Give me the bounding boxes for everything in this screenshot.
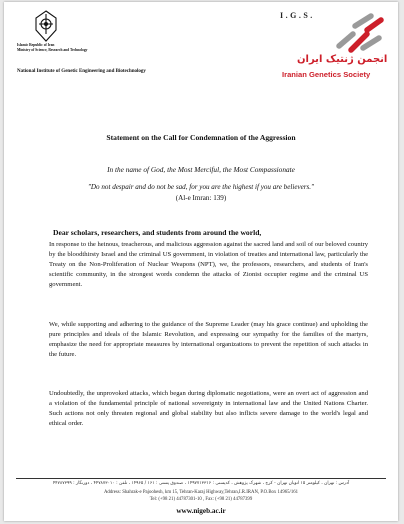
society-logo-icon (333, 12, 385, 54)
paragraph: Undoubtedly, the unprovoked attacks, which began during diplomatic negotiations, were an overt act of aggression and a violation of the fundamental principle of national sovereignty in international law and the United Nations Charter. Such actions not only threaten regional and global stability but also inflicts severe damage to the world's legal and ethical order. (49, 390, 368, 428)
institute-ministry-lines (17, 43, 87, 53)
footer-divider (16, 478, 386, 479)
institute-line: Islamic Republic of Iran (17, 43, 55, 47)
society-name-english: Iranian Genetics Society (282, 70, 371, 79)
institute-line: Ministry of Science, Research and Technology (17, 48, 88, 52)
invocation: In the name of God, the Most Merciful, the Most Compassionate (107, 165, 295, 174)
footer-website-link[interactable]: www.nigeb.ac.ir (176, 507, 226, 515)
paragraph: We, while supporting and adhering to the guidance of the Supreme Leader (may his grace continue) and upholding the pure principles and ideals of the Islamic Revolution, and expressing our sympathy for the families of the martyrs, emphasize the need for appropriate measures by international organizations to prevent the repetition of such attacks in the future. (49, 321, 368, 359)
society-logo-block (275, 8, 395, 90)
society-abbreviation: I.G.S. (280, 11, 315, 20)
paragraph: In response to the heinous, treacherous, and malicious aggression against the sacred land and soil of our beloved country by the bloodthirsty Israel and the criminal US government, in violation of treaties and international law, particularly the Treaty on the Non-Proliferation of Nuclear Weapons (NPT), we, the professors, researchers, and students of Iran's scientific community, in the strongest words condemn the attacks of Zionist occupier regime and the criminal US government. (49, 241, 368, 289)
institute-name: National Institute of Genetic Engineering and Biotechnology (17, 69, 146, 74)
salutation: Dear scholars, researchers, and students from around the world, (53, 228, 262, 237)
quote-reference: (Al-e Imran: 139) (175, 194, 227, 202)
statement-title: Statement on the Call for Condemnation of the Aggression (106, 133, 296, 142)
quran-quote: "Do not despair and do not be sad, for you are the highest if you are believers." (87, 183, 315, 191)
society-name-persian: انجمن ژنتیک ایران (297, 54, 388, 65)
letter-page (4, 2, 398, 521)
footer-persian-address: آدرس : تهران ، کیلومتر ۱۵ اتوبان تهران - کرج ، شهرک پژوهش ، کدپستی : ۱۴۹۷۷۱۳۳۱۶ ، صندوق پستی : ۱۶۱ / ۱۴۹۶۵ ، تلفن : ۴۴۷۸۷۳۰۱۰ ، دورنگار : ۴۴۷۸۷۳۹۹ (52, 481, 350, 486)
institute-emblem-icon (34, 10, 58, 42)
footer-contact: Tel: (+98 21) 44787301-10 , Fax: (+98 21) 44787399 (149, 497, 253, 502)
footer-address: Address: Shahrak-e Pajoohesh, km 15, Tehran-Karaj Highway,Tehran,I.R.IRAN, P.O.Box 14965/161 (103, 490, 299, 495)
